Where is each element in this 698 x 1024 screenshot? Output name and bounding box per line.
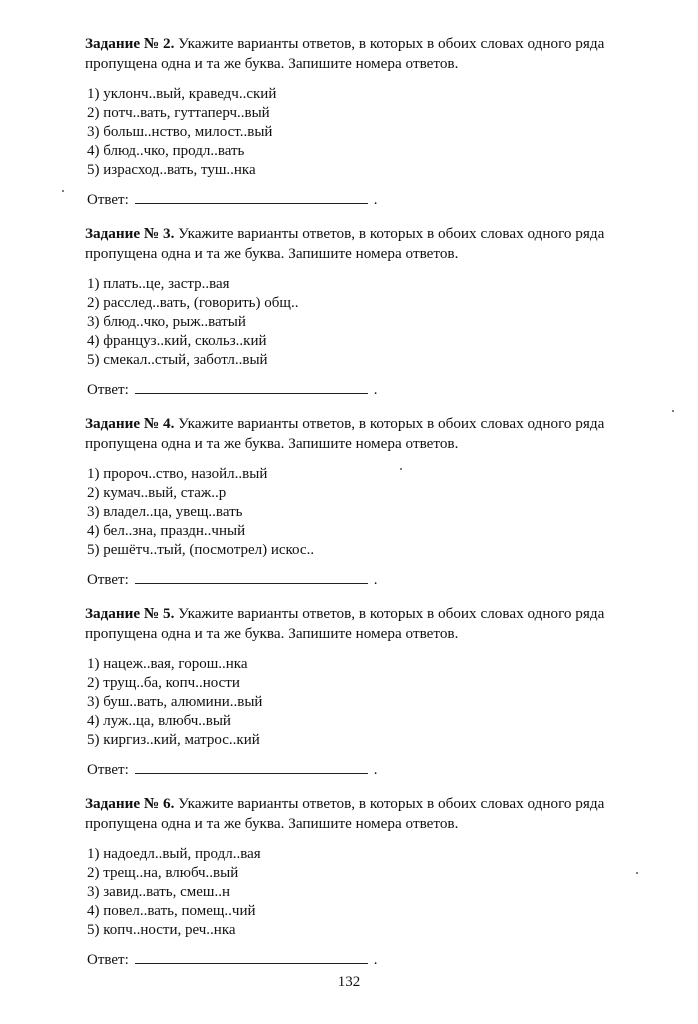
answer-blank-line[interactable]	[135, 759, 368, 774]
option-item: 2) расслед..вать, (говорить) общ..	[87, 295, 299, 311]
answer-blank-line[interactable]	[135, 189, 368, 204]
options-list	[87, 85, 647, 180]
option-item: 2) трещ..на, влюбч..вый	[87, 865, 239, 881]
task-4	[87, 414, 647, 604]
answer-label: Ответ:	[87, 192, 129, 208]
option-item: 3) блюд..чко, рыж..ватый	[87, 314, 246, 330]
option-item: 1) нацеж..вая, горош..нка	[87, 656, 248, 672]
task-instruction: Укажите варианты ответов, в которых в обоих словах одного ряда пропущена одна и та же буква. Запишите номера ответов.	[85, 795, 605, 832]
task-instruction: Укажите варианты ответов, в которых в обоих словах одного ряда пропущена одна и та же буква. Запишите номера ответов.	[85, 605, 605, 642]
task-statement	[85, 414, 645, 454]
option-item: 3) больш..нство, милост..вый	[87, 124, 273, 140]
task-statement	[85, 604, 645, 644]
task-statement	[85, 34, 645, 74]
answer-end: .	[373, 192, 378, 208]
options-list	[87, 655, 647, 750]
page-number: 132	[337, 974, 361, 990]
option-item: 4) луж..ца, влюбч..вый	[87, 713, 231, 729]
answer-label: Ответ:	[87, 382, 129, 398]
option-item: 2) кумач..вый, стаж..р	[87, 485, 227, 501]
task-statement	[85, 794, 645, 834]
answer-end: .	[373, 572, 378, 588]
option-item: 3) завид..вать, смеш..н	[87, 884, 231, 900]
task-heading: Задание № 6.	[85, 795, 175, 812]
answer-blank-line[interactable]	[135, 949, 368, 964]
scan-speck	[400, 468, 402, 470]
answer-row	[87, 949, 378, 970]
options-list	[87, 845, 647, 940]
options-list	[87, 275, 647, 370]
page-content	[87, 34, 647, 984]
answer-row	[87, 189, 378, 210]
task-heading: Задание № 4.	[85, 415, 175, 432]
scan-speck	[636, 872, 638, 874]
option-item: 1) уклонч..вый, краведч..ский	[87, 86, 277, 102]
task-instruction: Укажите варианты ответов, в которых в обоих словах одного ряда пропущена одна и та же буква. Запишите номера ответов.	[85, 225, 605, 262]
option-item: 1) плать..це, застр..вая	[87, 276, 230, 292]
answer-row	[87, 759, 378, 780]
task-3	[87, 224, 647, 414]
task-statement	[85, 224, 645, 264]
option-item: 5) киргиз..кий, матрос..кий	[87, 732, 260, 748]
task-heading: Задание № 3.	[85, 225, 175, 242]
option-item: 2) трущ..ба, копч..ности	[87, 675, 240, 691]
option-item: 4) повел..вать, помещ..чий	[87, 903, 256, 919]
option-item: 4) бел..зна, праздн..чный	[87, 523, 246, 539]
option-item: 1) пророч..ство, назойл..вый	[87, 466, 268, 482]
answer-label: Ответ:	[87, 952, 129, 968]
option-item: 5) смекал..стый, заботл..вый	[87, 352, 268, 368]
answer-row	[87, 569, 378, 590]
task-6	[87, 794, 647, 984]
option-item: 4) француз..кий, скольз..кий	[87, 333, 267, 349]
answer-blank-line[interactable]	[135, 569, 368, 584]
task-heading: Задание № 2.	[85, 35, 175, 52]
task-instruction: Укажите варианты ответов, в которых в обоих словах одного ряда пропущена одна и та же буква. Запишите номера ответов.	[85, 415, 605, 452]
answer-blank-line[interactable]	[135, 379, 368, 394]
task-heading: Задание № 5.	[85, 605, 175, 622]
answer-end: .	[373, 952, 378, 968]
option-item: 4) блюд..чко, продл..вать	[87, 143, 245, 159]
task-instruction: Укажите варианты ответов, в которых в обоих словах одного ряда пропущена одна и та же буква. Запишите номера ответов.	[85, 35, 605, 72]
answer-row	[87, 379, 378, 400]
answer-end: .	[373, 382, 378, 398]
option-item: 3) буш..вать, алюмини..вый	[87, 694, 263, 710]
option-item: 5) копч..ности, реч..нка	[87, 922, 236, 938]
option-item: 2) потч..вать, гуттаперч..вый	[87, 105, 270, 121]
task-5	[87, 604, 647, 794]
option-item: 1) надоедл..вый, продл..вая	[87, 846, 261, 862]
scan-speck	[62, 190, 64, 192]
task-2	[87, 34, 647, 224]
option-item: 5) решётч..тый, (посмотрел) искос..	[87, 542, 315, 558]
answer-end: .	[373, 762, 378, 778]
answer-label: Ответ:	[87, 572, 129, 588]
answer-label: Ответ:	[87, 762, 129, 778]
option-item: 3) владел..ца, увещ..вать	[87, 504, 243, 520]
option-item: 5) израсход..вать, туш..нка	[87, 162, 256, 178]
options-list	[87, 465, 647, 560]
scan-speck	[672, 410, 674, 412]
